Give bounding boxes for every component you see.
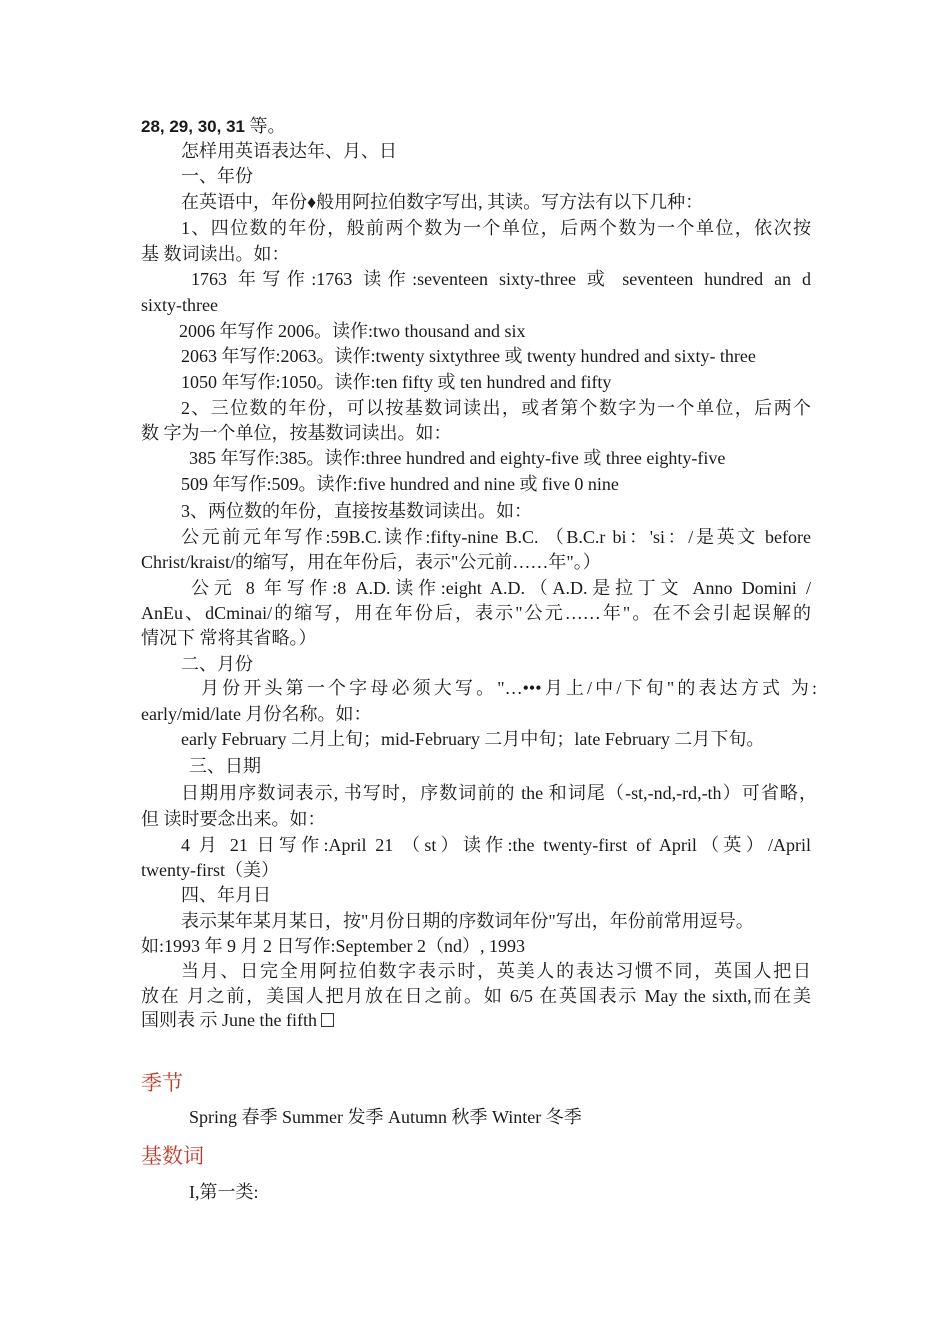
text-line: 但 读时要念出来。如： [141, 809, 326, 829]
text-line: 基 数词读出。如： [141, 244, 290, 264]
text-line: 数 字为一个单位，按基数词读出。如： [141, 423, 452, 443]
text-line: 情况下 常将其省略。） [141, 628, 317, 648]
text-line: 1050 年写作:1050。读作:ten fifty 或 ten hundred and fifty [181, 372, 612, 392]
section-heading-month: 二、月份 [181, 654, 253, 674]
section-heading-cardinal-numbers: 基数词 [141, 1144, 204, 1168]
text-line: sixty-three [141, 295, 218, 315]
text-line: 放在 月之前，美国人把月放在日之前。如 6/5 在英国表示 May the sixth,而在美 [141, 986, 811, 1006]
text-line: 4 月 21 日写作:April 21 （st）读作:the twenty-first of April（英）/April [181, 835, 811, 855]
text-line: early February 二月上旬；mid-February 二月中旬；late February 二月下旬。 [181, 729, 765, 749]
text-line: 表示某年某月某日，按"月份日期的序数词年份"写出，年份前常用逗号。 [181, 911, 754, 931]
text-line: 1763 年写作:1763 读作:seventeen sixty-three 或 seventeen hundred an d [191, 269, 811, 289]
text-line: 2063 年写作:2063。读作:twenty sixtythree 或 twenty hundred and sixty- three [181, 346, 756, 366]
text-line: I,第一类: [189, 1182, 259, 1202]
section-heading-seasons: 季节 [141, 1071, 183, 1095]
section-heading-full-date: 四、年月日 [181, 885, 271, 905]
text-line: 3、两位数的年份，直接按基数词读出。如： [181, 501, 532, 521]
text-line: 公元 8 年写作:8 A.D.读作:eight A.D.（A.D.是拉丁文 Anno Domini / [191, 578, 811, 598]
page-title: 怎样用英语表达年、月、日 [181, 141, 397, 161]
placeholder-box-icon [321, 1013, 334, 1027]
text-line: early/mid/late 月份名称。如： [141, 704, 372, 724]
text-line: Christ/kraist/的缩写，用在年份后，表示"公元前……年"。） [141, 552, 601, 572]
text-line: twenty-first（美） [141, 860, 279, 880]
text-line: 385 年写作:385。读作:three hundred and eighty-five 或 three eighty-five [189, 448, 726, 468]
text-line: AnEu、dCminai/的缩写，用在年份后，表示"公元……年"。在不会引起误解的 [141, 603, 811, 623]
text-line: 2、三位数的年份，可以按基数词读出，或者第个数字为一个单位，后两个 [181, 398, 811, 418]
bold-numbers: 28, 29, 30, 31 [141, 117, 245, 136]
text-line: 当月、日完全用阿拉伯数字表示时，英美人的表达习惯不同，英国人把日 [181, 961, 811, 981]
text-span: 国则表 示 June the fifth [141, 1010, 317, 1030]
text-line: 如:1993 年 9 月 2 日写作:September 2（nd）, 1993 [141, 936, 525, 956]
section-heading-year: 一、年份 [181, 166, 253, 186]
text-line [141, 114, 285, 139]
text-line: 2006 年写作 2006。读作:two thousand and six [179, 321, 526, 341]
text-line: 月份开头第一个字母必须大写。"…•••月上/中/下旬"的表达方式 为: [201, 678, 817, 698]
text-line: 1、四位数的年份，般前两个数为一个单位，后两个数为一个单位，依次按 [181, 218, 811, 238]
text-line: 在英语中，年份♦般用阿拉伯数字写出, 其读。写方法有以下几种： [181, 192, 704, 212]
text-line: 日期用序数词表示, 书写时，序数词前的 the 和词尾（-st,-nd,-rd,-th）可省略， [181, 783, 817, 803]
text-line: 509 年写作:509。读作:five hundred and nine 或 five 0 nine [181, 474, 619, 494]
text-line: Spring 春季 Summer 发季 Autumn 秋季 Winter 冬季 [189, 1107, 582, 1127]
text-line: 公元前元年写作:59B.C.读作:fifty-nine B.C. （B.C.r bi：'si：/是英文 before [181, 527, 811, 547]
section-heading-date: 三、日期 [189, 756, 261, 776]
text-span: 等。 [244, 116, 286, 136]
text-line [141, 1008, 334, 1032]
